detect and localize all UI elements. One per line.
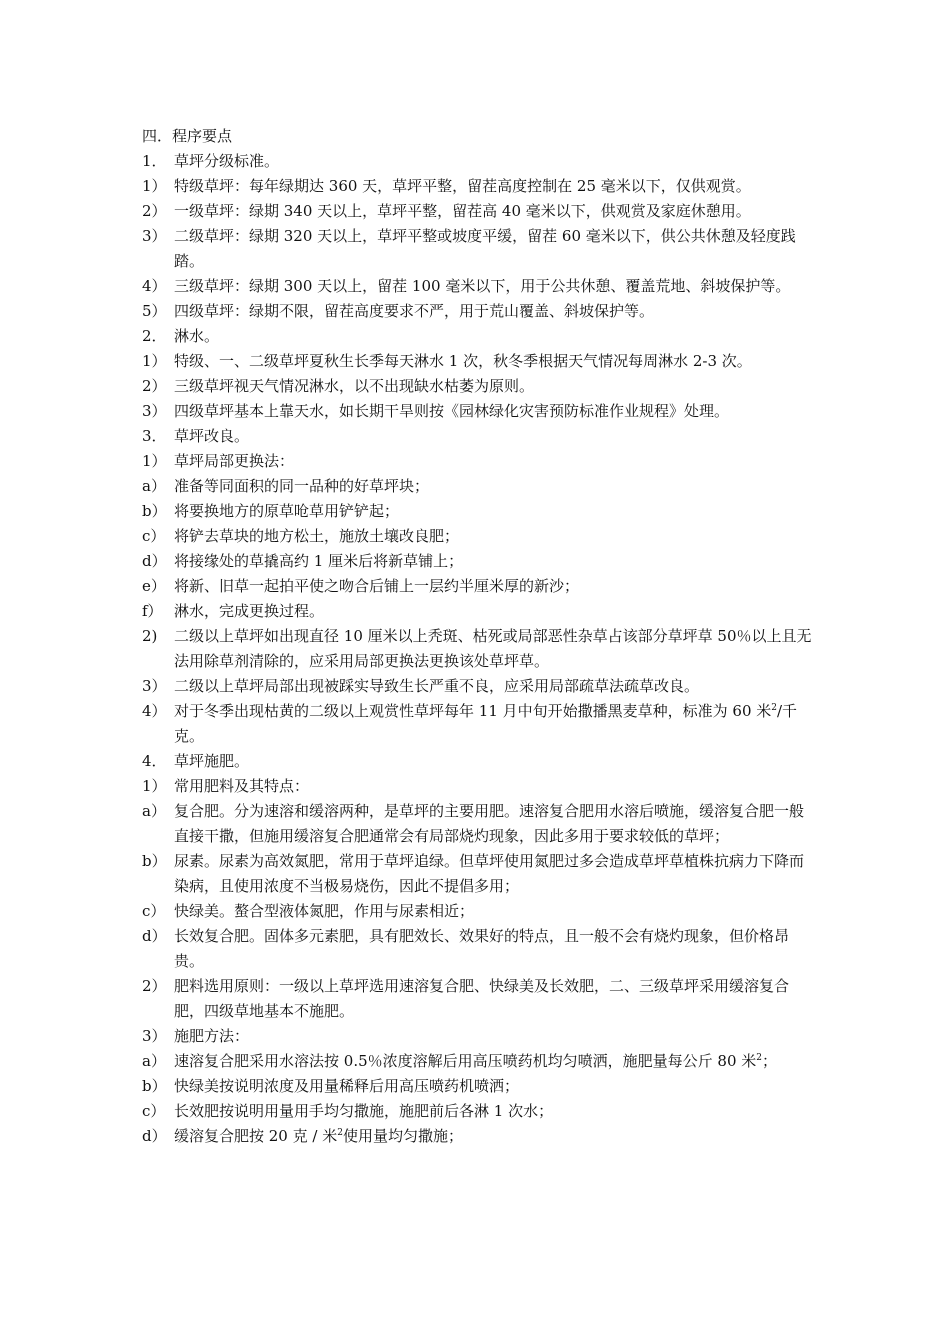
item-marker: 3） (142, 1027, 167, 1045)
item-text-main: 缓溶复合肥按 20 克 / 米 (174, 1127, 338, 1145)
document-body (142, 124, 812, 1149)
item-list (142, 149, 812, 1149)
superscript: 2 (756, 1053, 762, 1063)
item-text (174, 749, 812, 774)
item-marker: b） (142, 852, 167, 870)
item-text (174, 1074, 812, 1099)
item-text-main: 对于冬季出现枯黄的二级以上观赏性草坪每年 11 月中旬开始撒播黑麦草种，标准为 60 米 (174, 702, 772, 720)
list-item (142, 274, 812, 299)
list-item (142, 299, 812, 324)
item-marker: f） (142, 602, 163, 620)
item-marker: 5） (142, 302, 167, 320)
item-text-main: 速溶复合肥采用水溶法按 0.5％浓度溶解后用高压喷药机均匀喷洒，施肥量每公斤 80 米 (174, 1052, 757, 1070)
item-text-main: 草坪局部更换法： (174, 452, 295, 470)
list-item (142, 349, 812, 374)
item-text (174, 324, 812, 349)
item-text (174, 274, 812, 299)
item-text-main: 三级草坪视天气情况淋水，以不出现缺水枯萎为原则。 (174, 377, 535, 395)
item-text (174, 1024, 812, 1049)
item-text (174, 599, 812, 624)
item-marker: a） (142, 1052, 166, 1070)
item-text-main: 尿素。尿素为高效氮肥，常用于草坪追绿。但草坪使用氮肥过多会造成草坪草植株抗病力下降而染病，且使用浓度不当极易烧伤，因此不提倡多用； (174, 852, 805, 895)
item-marker: 2） (142, 202, 167, 220)
item-text (174, 499, 812, 524)
section-heading: 四．程序要点 (142, 127, 233, 145)
list-item (142, 1099, 812, 1124)
item-marker: c） (142, 902, 166, 920)
list-item (142, 974, 812, 1024)
item-marker: d） (142, 927, 167, 945)
item-text-main: 长效复合肥。固体多元素肥，具有肥效长、效果好的特点，且一般不会有烧灼现象，但价格昂贵。 (174, 927, 790, 970)
item-text-main: 常用肥料及其特点： (174, 777, 310, 795)
item-text-main: 特级、一、二级草坪夏秋生长季每天淋水 1 次，秋冬季根据天气情况每周淋水 2-3 次。 (174, 352, 752, 370)
item-text (174, 299, 812, 324)
item-marker: 1） (142, 777, 167, 795)
list-item (142, 374, 812, 399)
item-text-main: 三级草坪：绿期 300 天以上，留茬 100 毫米以下，用于公共休憩、覆盖荒地、斜坡保护等。 (174, 277, 791, 295)
item-text (174, 149, 812, 174)
item-marker: 3） (142, 677, 167, 695)
list-item (142, 149, 812, 174)
item-marker: c） (142, 527, 166, 545)
list-item (142, 849, 812, 899)
list-item (142, 424, 812, 449)
item-marker: 4． (142, 752, 167, 770)
item-text-main: 淋水。 (174, 327, 220, 345)
item-text-main: 将新、旧草一起拍平使之吻合后铺上一层约半厘米厚的新沙； (174, 577, 580, 595)
list-item (142, 749, 812, 774)
item-text-main: 施肥方法： (174, 1027, 250, 1045)
item-text (174, 699, 812, 749)
item-text-main: 快绿美按说明浓度及用量稀释后用高压喷药机喷洒； (174, 1077, 520, 1095)
item-text (174, 1099, 812, 1124)
item-marker: d） (142, 552, 167, 570)
item-text-main: 四级草坪：绿期不限，留茬高度要求不严，用于荒山覆盖、斜坡保护等。 (174, 302, 655, 320)
item-marker: 2． (142, 327, 167, 345)
item-text (174, 899, 812, 924)
item-text (174, 549, 812, 574)
item-text (174, 199, 812, 224)
item-marker: 3． (142, 427, 167, 445)
item-marker: b） (142, 502, 167, 520)
item-text (174, 624, 812, 674)
item-marker: a） (142, 802, 166, 820)
list-item (142, 674, 812, 699)
list-item (142, 774, 812, 799)
list-item (142, 549, 812, 574)
item-text (174, 374, 812, 399)
item-text (174, 349, 812, 374)
item-marker: 2） (142, 977, 167, 995)
item-text (174, 674, 812, 699)
item-marker: c） (142, 1102, 166, 1120)
item-text-tail: ； (761, 1052, 777, 1070)
superscript: 2 (337, 1128, 343, 1138)
list-item (142, 474, 812, 499)
item-text (174, 174, 812, 199)
item-text (174, 424, 812, 449)
item-text-main: 准备等同面积的同一品种的好草坪块； (174, 477, 430, 495)
item-text (174, 849, 812, 899)
item-text-tail: 使用量均匀撒施； (342, 1127, 463, 1145)
item-text (174, 224, 812, 274)
item-text-main: 二级以上草坪局部出现被踩实导致生长严重不良，应采用局部疏草法疏草改良。 (174, 677, 700, 695)
item-text-main: 将要换地方的原草呛草用铲铲起； (174, 502, 400, 520)
list-item (142, 1074, 812, 1099)
item-text (174, 799, 812, 849)
item-text (174, 449, 812, 474)
item-text-main: 二级以上草坪如出现直径 10 厘米以上秃斑、枯死或局部恶性杂草占该部分草坪草 50％以上且无法用除草剂清除的，应采用局部更换法更换该处草坪草。 (174, 627, 812, 670)
list-item (142, 599, 812, 624)
item-text-tail: /千克。 (174, 702, 798, 745)
item-text (174, 1049, 812, 1074)
item-text-main: 二级草坪：绿期 320 天以上，草坪平整或坡度平缓，留茬 60 毫米以下，供公共休憩及轻度践踏。 (174, 227, 796, 270)
item-text-main: 淋水，完成更换过程。 (174, 602, 325, 620)
item-marker: 1． (142, 152, 167, 170)
item-text-main: 特级草坪：每年绿期达 360 天，草坪平整，留茬高度控制在 25 毫米以下，仅供观赏。 (174, 177, 751, 195)
item-marker: 2） (142, 377, 167, 395)
item-text (174, 774, 812, 799)
list-item (142, 399, 812, 424)
item-text (174, 474, 812, 499)
item-text-main: 快绿美。螯合型液体氮肥，作用与尿素相近； (174, 902, 475, 920)
item-marker: 1） (142, 177, 167, 195)
list-item (142, 449, 812, 474)
list-item (142, 574, 812, 599)
list-item (142, 1024, 812, 1049)
list-item (142, 799, 812, 849)
item-text-main: 一级草坪：绿期 340 天以上，草坪平整，留茬高 40 毫米以下，供观赏及家庭休憩用。 (174, 202, 751, 220)
item-marker: a） (142, 477, 166, 495)
item-text (174, 924, 812, 974)
superscript: 2 (771, 703, 777, 713)
item-text-main: 将铲去草块的地方松土，施放土壤改良肥； (174, 527, 460, 545)
list-item (142, 324, 812, 349)
list-item (142, 199, 812, 224)
list-item (142, 1049, 812, 1074)
item-marker: 2) (142, 627, 158, 645)
item-text (174, 574, 812, 599)
item-text (174, 524, 812, 549)
list-item (142, 699, 812, 749)
list-item (142, 899, 812, 924)
list-item (142, 1124, 812, 1149)
list-item (142, 224, 812, 274)
item-text-main: 草坪施肥。 (174, 752, 250, 770)
item-text-main: 肥料选用原则：一级以上草坪选用速溶复合肥、快绿美及长效肥，二、三级草坪采用缓溶复合肥，四级草地基本不施肥。 (174, 977, 790, 1020)
item-marker: e） (142, 577, 166, 595)
item-marker: d） (142, 1127, 167, 1145)
item-marker: 3） (142, 402, 167, 420)
item-marker: 4） (142, 277, 167, 295)
item-marker: 4） (142, 702, 167, 720)
list-item (142, 524, 812, 549)
item-text (174, 1124, 812, 1149)
item-text-main: 复合肥。分为速溶和缓溶两种，是草坪的主要用肥。速溶复合肥用水溶后喷施，缓溶复合肥一般直接干撒，但施用缓溶复合肥通常会有局部烧灼现象，因此多用于要求较低的草坪； (174, 802, 805, 845)
list-item (142, 924, 812, 974)
list-item (142, 624, 812, 674)
item-marker: 3） (142, 227, 167, 245)
item-text-main: 草坪分级标准。 (174, 152, 280, 170)
item-text (174, 974, 812, 1024)
item-marker: 1） (142, 452, 167, 470)
item-text-main: 四级草坪基本上靠天水，如长期干旱则按《园林绿化灾害预防标准作业规程》处理。 (174, 402, 730, 420)
list-item (142, 174, 812, 199)
item-marker: b） (142, 1077, 167, 1095)
item-text-main: 长效肥按说明用量用手均匀撒施，施肥前后各淋 1 次水； (174, 1102, 554, 1120)
list-item (142, 499, 812, 524)
item-text-main: 草坪改良。 (174, 427, 250, 445)
item-text (174, 399, 812, 424)
item-text-main: 将接缘处的草撬高约 1 厘米后将新草铺上； (174, 552, 464, 570)
item-marker: 1） (142, 352, 167, 370)
